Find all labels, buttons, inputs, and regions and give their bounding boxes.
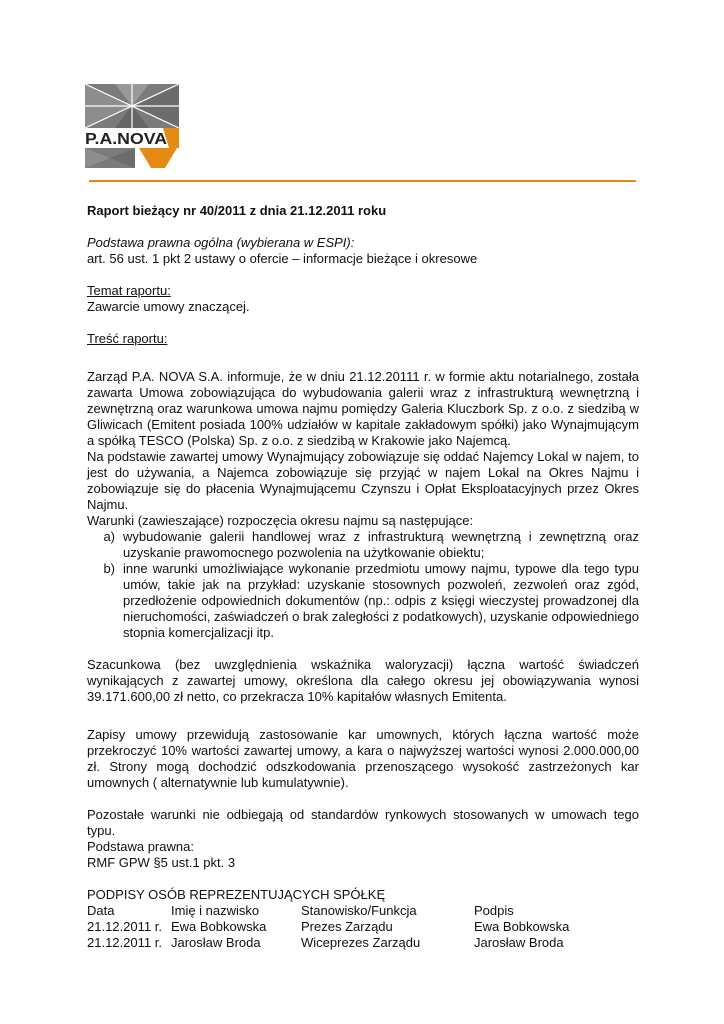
legal-basis2-value: RMF GPW §5 ust.1 pkt. 3 [87,855,236,870]
paragraph-penalties: Zapisy umowy przewidują zastosowanie kar umownych, których łączna wartość może przekroczyć 10% wartości zawartej umowy, a kara o najwyższej wartości wynosi 2.000.000,00 zł. Strony mogą dochodzić odszkodowania przenoszącego wysokość zastrzeżonych kar umownych ( alternatywnie lub kumulatywnie). [87,727,639,790]
column-header: Stanowisko/Funkcja [301,903,417,918]
paragraph-value: Szacunkowa (bez uwzględnienia wskaźnika waloryzacji) łączna wartość świadczeń wynikających z zawartej umowy, określona dla całego okresu jej obowiązywania wynosi 39.171.600,00 zł netto, co przekracza 10% kapitałów własnych Emitenta. [87,657,639,704]
list-item [87,529,639,561]
column-header: Imię i nazwisko [171,903,260,918]
report-body [87,203,639,951]
subject-value: Zawarcie umowy znaczącej. [87,299,250,314]
table-cell: Prezes Zarządu [301,919,393,934]
paragraph-other-terms: Pozostałe warunki nie odbiegają od standardów rynkowych stosowanych w umowach tego typu. [87,807,639,838]
paragraph-lease: Na podstawie zawartej umowy Wynajmujący zobowiązuje się oddać Najemcy Lokal w najem, to jest do używania, a Najemca zobowiązuje się przyjąć w najem Lokal na Okres Najmu i zobowiązuje się do płacenia Wynajmującemu Czynszu i Opłat Eksploatacyjnych przez Okres Najmu. [87,449,639,512]
list-text: wybudowanie galerii handlowej wraz z infrastrukturą wewnętrzną i zewnętrzną oraz uzyskanie prawomocnego pozwolenia na użytkowanie obiektu; [123,529,639,560]
table-cell: 21.12.2011 r. [87,919,162,934]
table-cell: 21.12.2011 r. [87,935,162,950]
company-logo [85,84,179,172]
table-cell: Jarosław Broda [171,935,261,950]
table-cell: Ewa Bobkowska [171,919,267,934]
content-label: Treść raportu: [87,331,168,346]
logo-text: P.A.NOVA [85,131,167,148]
signatures-heading: PODPISY OSÓB REPREZENTUJĄCYCH SPÓŁKĘ [87,887,386,902]
legal-basis2-label: Podstawa prawna: [87,839,194,854]
paragraph-agreement: Zarząd P.A. NOVA S.A. informuje, że w dniu 21.12.20111 r. w formie aktu notarialnego, została zawarta Umowa zobowiązująca do wybudowania galerii wraz z infrastrukturą wewnętrzną i zewnętrzną oraz warunkowa umowa najmu pomiędzy Galeria Kluczbork Sp. z o.o. z siedzibą w Gliwicach (Emitent posiada 100% udziałów w kapitale zakładowym spółki) jako Wynajmującym a spółką TESCO (Polska) Sp. z o.o. z siedzibą w Krakowie jako Najemcą. [87,369,639,448]
list-marker: b) [103,561,115,576]
list-marker: a) [103,529,115,544]
table-cell: Ewa Bobkowska [474,919,570,934]
table-cell: Jarosław Broda [474,935,564,950]
subject-label: Temat raportu: [87,283,171,298]
list-text: inne warunki umożliwiające wykonanie przedmiotu umowy najmu, typowe dla tego typu umów, takie jak na przykład: uzyskanie stosownych pozwoleń, zezwoleń oraz zgód, przedłożenie odpowiednich dokumentów (np.: odpis z księgi wieczystej prowadzonej dla nieruchomości, zaświadczeń o brak zaległości z podatkowych), uzyskanie odpowiedniego stopnia komercjalizacji itp. [123,561,639,640]
paragraph-conditions-intro: Warunki (zawieszające) rozpoczęcia okresu najmu są następujące: [87,513,474,528]
legal-basis-value: art. 56 ust. 1 pkt 2 ustawy o ofercie – informacje bieżące i okresowe [87,251,478,266]
conditions-list [87,529,639,641]
list-item [87,561,639,641]
header-rule [89,180,636,182]
legal-basis-label: Podstawa prawna ogólna (wybierana w ESPI): [87,235,355,250]
table-cell: Wiceprezes Zarządu [301,935,421,950]
column-header: Data [87,903,115,918]
column-header: Podpis [474,903,514,918]
signatures-table [87,903,639,951]
report-title: Raport bieżący nr 40/2011 z dnia 21.12.2011 roku [87,203,387,218]
